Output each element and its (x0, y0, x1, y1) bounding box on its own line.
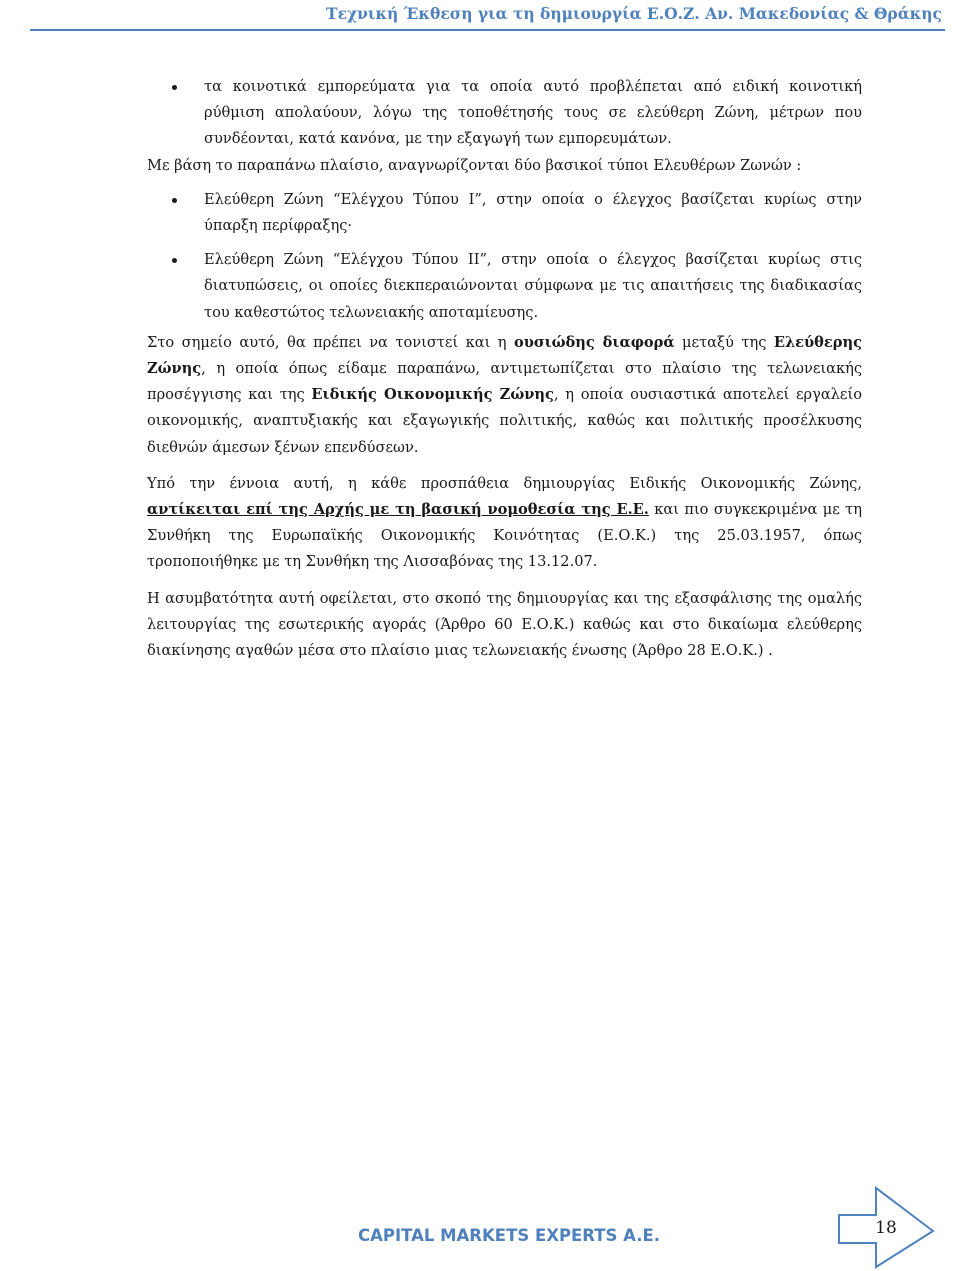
paragraph-incompatibility: Η ασυμβατότητα αυτή οφείλεται, στο σκοπό της δημιουργίας και της εξασφάλισης της ομαλής λειτουργίας της εσωτερικής αγοράς (Άρθρο 60 Ε.Ο.Κ.) καθώς και στο δικαίωμα ελεύθερης διακίνησης αγαθών μέσα στο πλαίσιο μιας τελωνειακής ένωσης (Άρθρο 28 Ε.Ο.Κ.) . (147, 589, 862, 660)
paragraph-conflict: Υπό την έννοια αυτή, η κάθε προσπάθεια δημιουργίας Ειδικής Οικονομικής Ζώνης, αντίκειται επί της Αρχής με τη βασική νομοθεσία της Ε.Ε. και πιο συγκεκριμένα με τη Συνθήκη της Ευρωπαϊκής Οικονομικής Κοινότητας (Ε.Ο.Κ.) της 25.03.1957, όπως τροποποιήθηκε με τη Συνθήκη της Λισσαβόνας της 13.12.07. (147, 474, 862, 571)
intro-paragraph: Με βάση το παραπάνω πλαίσιο, αναγνωρίζονται δύο βασικοί τύποι Ελευθέρων Ζωνών : (147, 156, 802, 174)
list-item: τα κοινοτικά εμπορεύματα για τα οποία αυτό προβλέπεται από ειδική κοινοτική ρύθμιση απολαύουν, λόγω της τοποθέτησής τους σε ελεύθερη Ζώνη, μέτρων που συνδέονται, κατά κανόνα, με την εξαγωγή των εμπορευμάτων. (147, 74, 862, 153)
bold-phrase: Ειδικής Οικονομικής Ζώνης (311, 386, 554, 404)
list-item: Ελεύθερη Ζώνη “Ελέγχου Τύπου ΙΙ”, στην οποία ο έλεγχος βασίζεται κυρίως στις διατυπώσεις, οι οποίες διεκπεραιώνονται σύμφωνα με τις απαιτήσεις της διαδικασίας του καθεστώτος τελωνειακής αποταμίευσης. (147, 247, 862, 326)
bullet-list-top (147, 74, 862, 153)
page-content (147, 74, 862, 664)
free-zone-types-list (147, 187, 862, 326)
footer-company: CAPITAL MARKETS EXPERTS A.E. (358, 1226, 661, 1245)
bold-phrase: ουσιώδης διαφορά (513, 333, 675, 351)
underlined-bold-phrase: αντίκειται επί της Αρχής με τη βασική νομοθεσία της Ε.Ε. (147, 501, 649, 519)
page-number: 18 (875, 1218, 897, 1238)
bold-phrase: Ελεύθερης Ζώνης (147, 333, 862, 378)
header-title: Τεχνική Έκθεση για τη δημιουργία Ε.Ο.Ζ. Αν. Μακεδονίας & Θράκης (326, 4, 942, 23)
paragraph-difference: Στο σημείο αυτό, θα πρέπει να τονιστεί και η ουσιώδης διαφορά μεταξύ της Ελεύθερης Ζώνης, η οποία όπως είδαμε παραπάνω, αντιμετωπίζεται στο πλαίσιο της τελωνειακής προσέγγισης και της Ειδικής Οικονομικής Ζώνης, η οποία ουσιαστικά αποτελεί εργαλείο οικονομικής, αναπτυξιακής και εξαγωγικής πολιτικής, καθώς και πολιτικής προσέλκυσης διεθνών άμεσων ξένων επενδύσεων. (147, 333, 862, 456)
list-item: Ελεύθερη Ζώνη “Ελέγχου Τύπου Ι”, στην οποία ο έλεγχος βασίζεται κυρίως στην ύπαρξη περίφραξης· (147, 187, 862, 239)
header-rule (30, 29, 945, 31)
